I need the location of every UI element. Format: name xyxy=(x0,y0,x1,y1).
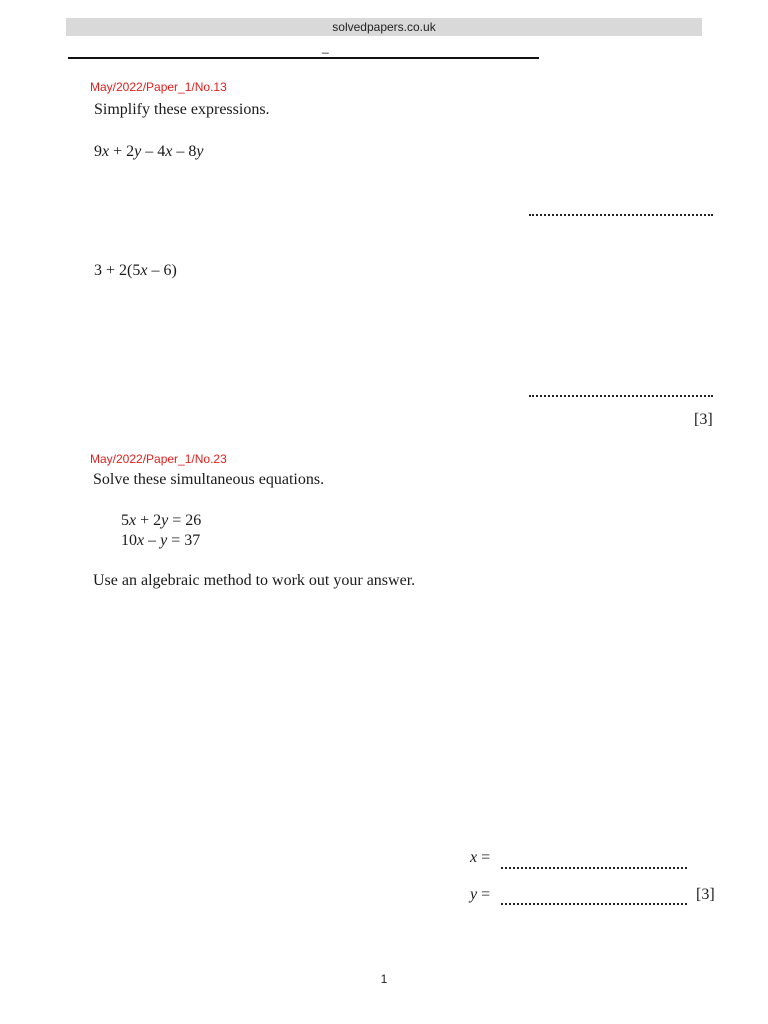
answer-line-expression-1[interactable] xyxy=(529,214,713,216)
y-answer-label: y = xyxy=(470,886,491,903)
site-name: solvedpapers.co.uk xyxy=(332,20,436,34)
question-13-marks: [3] xyxy=(694,411,713,428)
header-dash: _ xyxy=(322,40,329,54)
answer-line-expression-2[interactable] xyxy=(529,395,713,397)
question-13-instruction: Simplify these expressions. xyxy=(94,101,270,118)
question-23-instruction: Solve these simultaneous equations. xyxy=(93,471,325,488)
page-number: 1 xyxy=(380,972,388,986)
header-rule xyxy=(68,57,539,59)
question-13-reference: May/2022/Paper_1/No.13 xyxy=(90,80,227,94)
site-banner xyxy=(66,18,702,36)
question-23-reference: May/2022/Paper_1/No.23 xyxy=(90,452,227,466)
answer-line-x[interactable] xyxy=(501,867,687,869)
question-23-marks: [3] xyxy=(696,886,715,903)
answer-line-y[interactable] xyxy=(501,903,687,905)
x-answer-label: x = xyxy=(470,849,491,866)
question-13-expression-2 xyxy=(94,262,177,280)
method-instruction: Use an algebraic method to work out your answer. xyxy=(93,572,416,589)
equation-1: 5x + 2y = 26 xyxy=(121,512,202,529)
expression-1-text: 9x + 2y – 4x – 8y xyxy=(94,143,204,160)
expression-2-text: 3 + 2(5x – 6) xyxy=(94,262,177,279)
question-13-expression-1 xyxy=(94,143,203,161)
equation-2: 10x – y = 37 xyxy=(121,532,201,549)
